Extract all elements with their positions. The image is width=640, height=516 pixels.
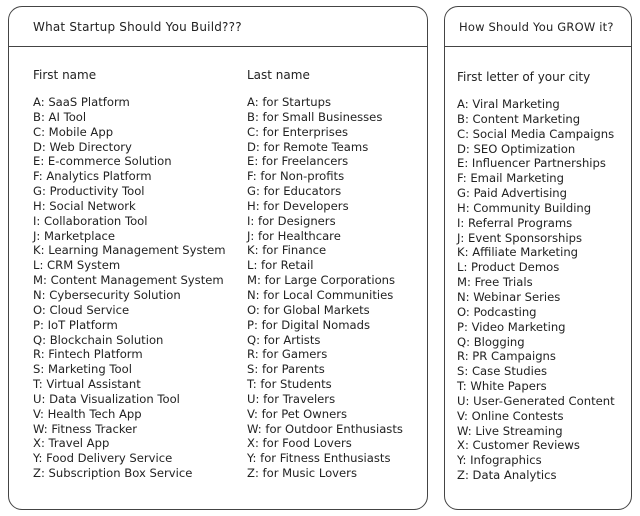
last-name-item: W: for Outdoor Enthusiasts [247, 421, 403, 436]
first-name-item: T: Virtual Assistant [33, 377, 141, 392]
last-name-item: K: for Finance [247, 243, 327, 258]
last-name-title: Last name [247, 68, 310, 82]
growth-item: G: Paid Advertising [457, 186, 567, 201]
growth-item: V: Online Contests [457, 408, 564, 423]
first-name-item: B: AI Tool [33, 109, 87, 124]
first-name-item: X: Travel App [33, 436, 110, 451]
last-name-item: T: for Students [247, 377, 332, 392]
growth-item: X: Customer Reviews [457, 438, 580, 453]
first-name-item: I: Collaboration Tool [33, 213, 148, 228]
first-name-item: K: Learning Management System [33, 243, 226, 258]
last-name-item: N: for Local Communities [247, 287, 394, 302]
growth-item: H: Community Building [457, 200, 592, 215]
last-name-item: V: for Pet Owners [247, 406, 348, 421]
last-name-item: J: for Healthcare [247, 228, 341, 243]
first-name-item: P: IoT Platform [33, 317, 118, 332]
first-name-item: Z: Subscription Box Service [33, 466, 193, 481]
first-name-item: C: Mobile App [33, 124, 114, 139]
growth-item: I: Referral Programs [457, 215, 573, 230]
growth-item: D: SEO Optimization [457, 141, 576, 156]
startup-card-title: What Startup Should You Build??? [9, 7, 427, 47]
last-name-item: E: for Freelancers [247, 154, 349, 169]
first-name-item: D: Web Directory [33, 139, 132, 154]
first-name-item: A: SaaS Platform [33, 95, 130, 109]
last-name-item: U: for Travelers [247, 391, 336, 406]
growth-card [444, 6, 632, 510]
growth-item: P: Video Marketing [457, 319, 566, 334]
last-name-item: C: for Enterprises [247, 124, 348, 139]
growth-item: L: Product Demos [457, 260, 560, 275]
growth-item: K: Affiliate Marketing [457, 245, 579, 260]
last-name-item: Z: for Music Lovers [247, 466, 357, 481]
last-name-item: A: for Startups [247, 95, 332, 109]
growth-list [457, 97, 615, 483]
first-name-item: J: Marketplace [33, 228, 116, 243]
first-name-item: F: Analytics Platform [33, 169, 152, 184]
growth-item: A: Viral Marketing [457, 97, 560, 111]
growth-item: T: White Papers [457, 379, 547, 394]
last-name-item: H: for Developers [247, 198, 349, 213]
last-name-item: M: for Large Corporations [247, 273, 396, 288]
growth-item: B: Content Marketing [457, 111, 581, 126]
last-name-item: S: for Parents [247, 362, 325, 377]
growth-item: J: Event Sponsorships [457, 230, 582, 245]
startup-card [8, 6, 428, 510]
growth-item: O: Podcasting [457, 304, 537, 319]
city-letter-title: First letter of your city [457, 70, 591, 84]
growth-item: M: Free Trials [457, 275, 533, 290]
growth-card-title: How Should You GROW it? [445, 7, 631, 47]
first-name-list [33, 95, 226, 481]
first-name-item: N: Cybersecurity Solution [33, 287, 181, 302]
first-name-item: U: Data Visualization Tool [33, 391, 180, 406]
growth-item: W: Live Streaming [457, 423, 563, 438]
last-name-item: P: for Digital Nomads [247, 317, 371, 332]
last-name-item: B: for Small Businesses [247, 109, 383, 124]
growth-item: Y: Infographics [457, 453, 542, 468]
growth-item: S: Case Studies [457, 364, 548, 379]
last-name-item: Q: for Artists [247, 332, 321, 347]
growth-column [457, 67, 615, 483]
growth-item: N: Webinar Series [457, 289, 561, 304]
last-name-column [247, 65, 403, 481]
last-name-item: X: for Food Lovers [247, 436, 352, 451]
growth-item: U: User-Generated Content [457, 393, 615, 408]
growth-item: E: Influencer Partnerships [457, 156, 606, 171]
last-name-item: Y: for Fitness Enthusiasts [247, 451, 391, 466]
last-name-item: D: for Remote Teams [247, 139, 369, 154]
last-name-item: F: for Non-profits [247, 169, 345, 184]
last-name-item: G: for Educators [247, 184, 342, 199]
first-name-title: First name [33, 68, 97, 82]
first-name-item: Q: Blockchain Solution [33, 332, 164, 347]
first-name-item: G: Productivity Tool [33, 184, 145, 199]
last-name-list [247, 95, 403, 481]
growth-item: F: Email Marketing [457, 171, 564, 186]
last-name-item: I: for Designers [247, 213, 336, 228]
growth-item: R: PR Campaigns [457, 349, 556, 364]
last-name-item: R: for Gamers [247, 347, 328, 362]
growth-item: Q: Blogging [457, 334, 525, 349]
growth-item: Z: Data Analytics [457, 468, 557, 483]
first-name-item: M: Content Management System [33, 273, 224, 288]
growth-item: C: Social Media Campaigns [457, 126, 615, 141]
first-name-item: S: Marketing Tool [33, 362, 132, 377]
first-name-item: E: E-commerce Solution [33, 154, 172, 169]
last-name-item: L: for Retail [247, 258, 314, 273]
first-name-item: L: CRM System [33, 258, 121, 273]
first-name-item: H: Social Network [33, 198, 136, 213]
last-name-item: O: for Global Markets [247, 302, 370, 317]
first-name-item: W: Fitness Tracker [33, 421, 138, 436]
first-name-column [33, 65, 226, 481]
first-name-item: V: Health Tech App [33, 406, 142, 421]
first-name-item: Y: Food Delivery Service [33, 451, 173, 466]
first-name-item: O: Cloud Service [33, 302, 130, 317]
first-name-item: R: Fintech Platform [33, 347, 143, 362]
